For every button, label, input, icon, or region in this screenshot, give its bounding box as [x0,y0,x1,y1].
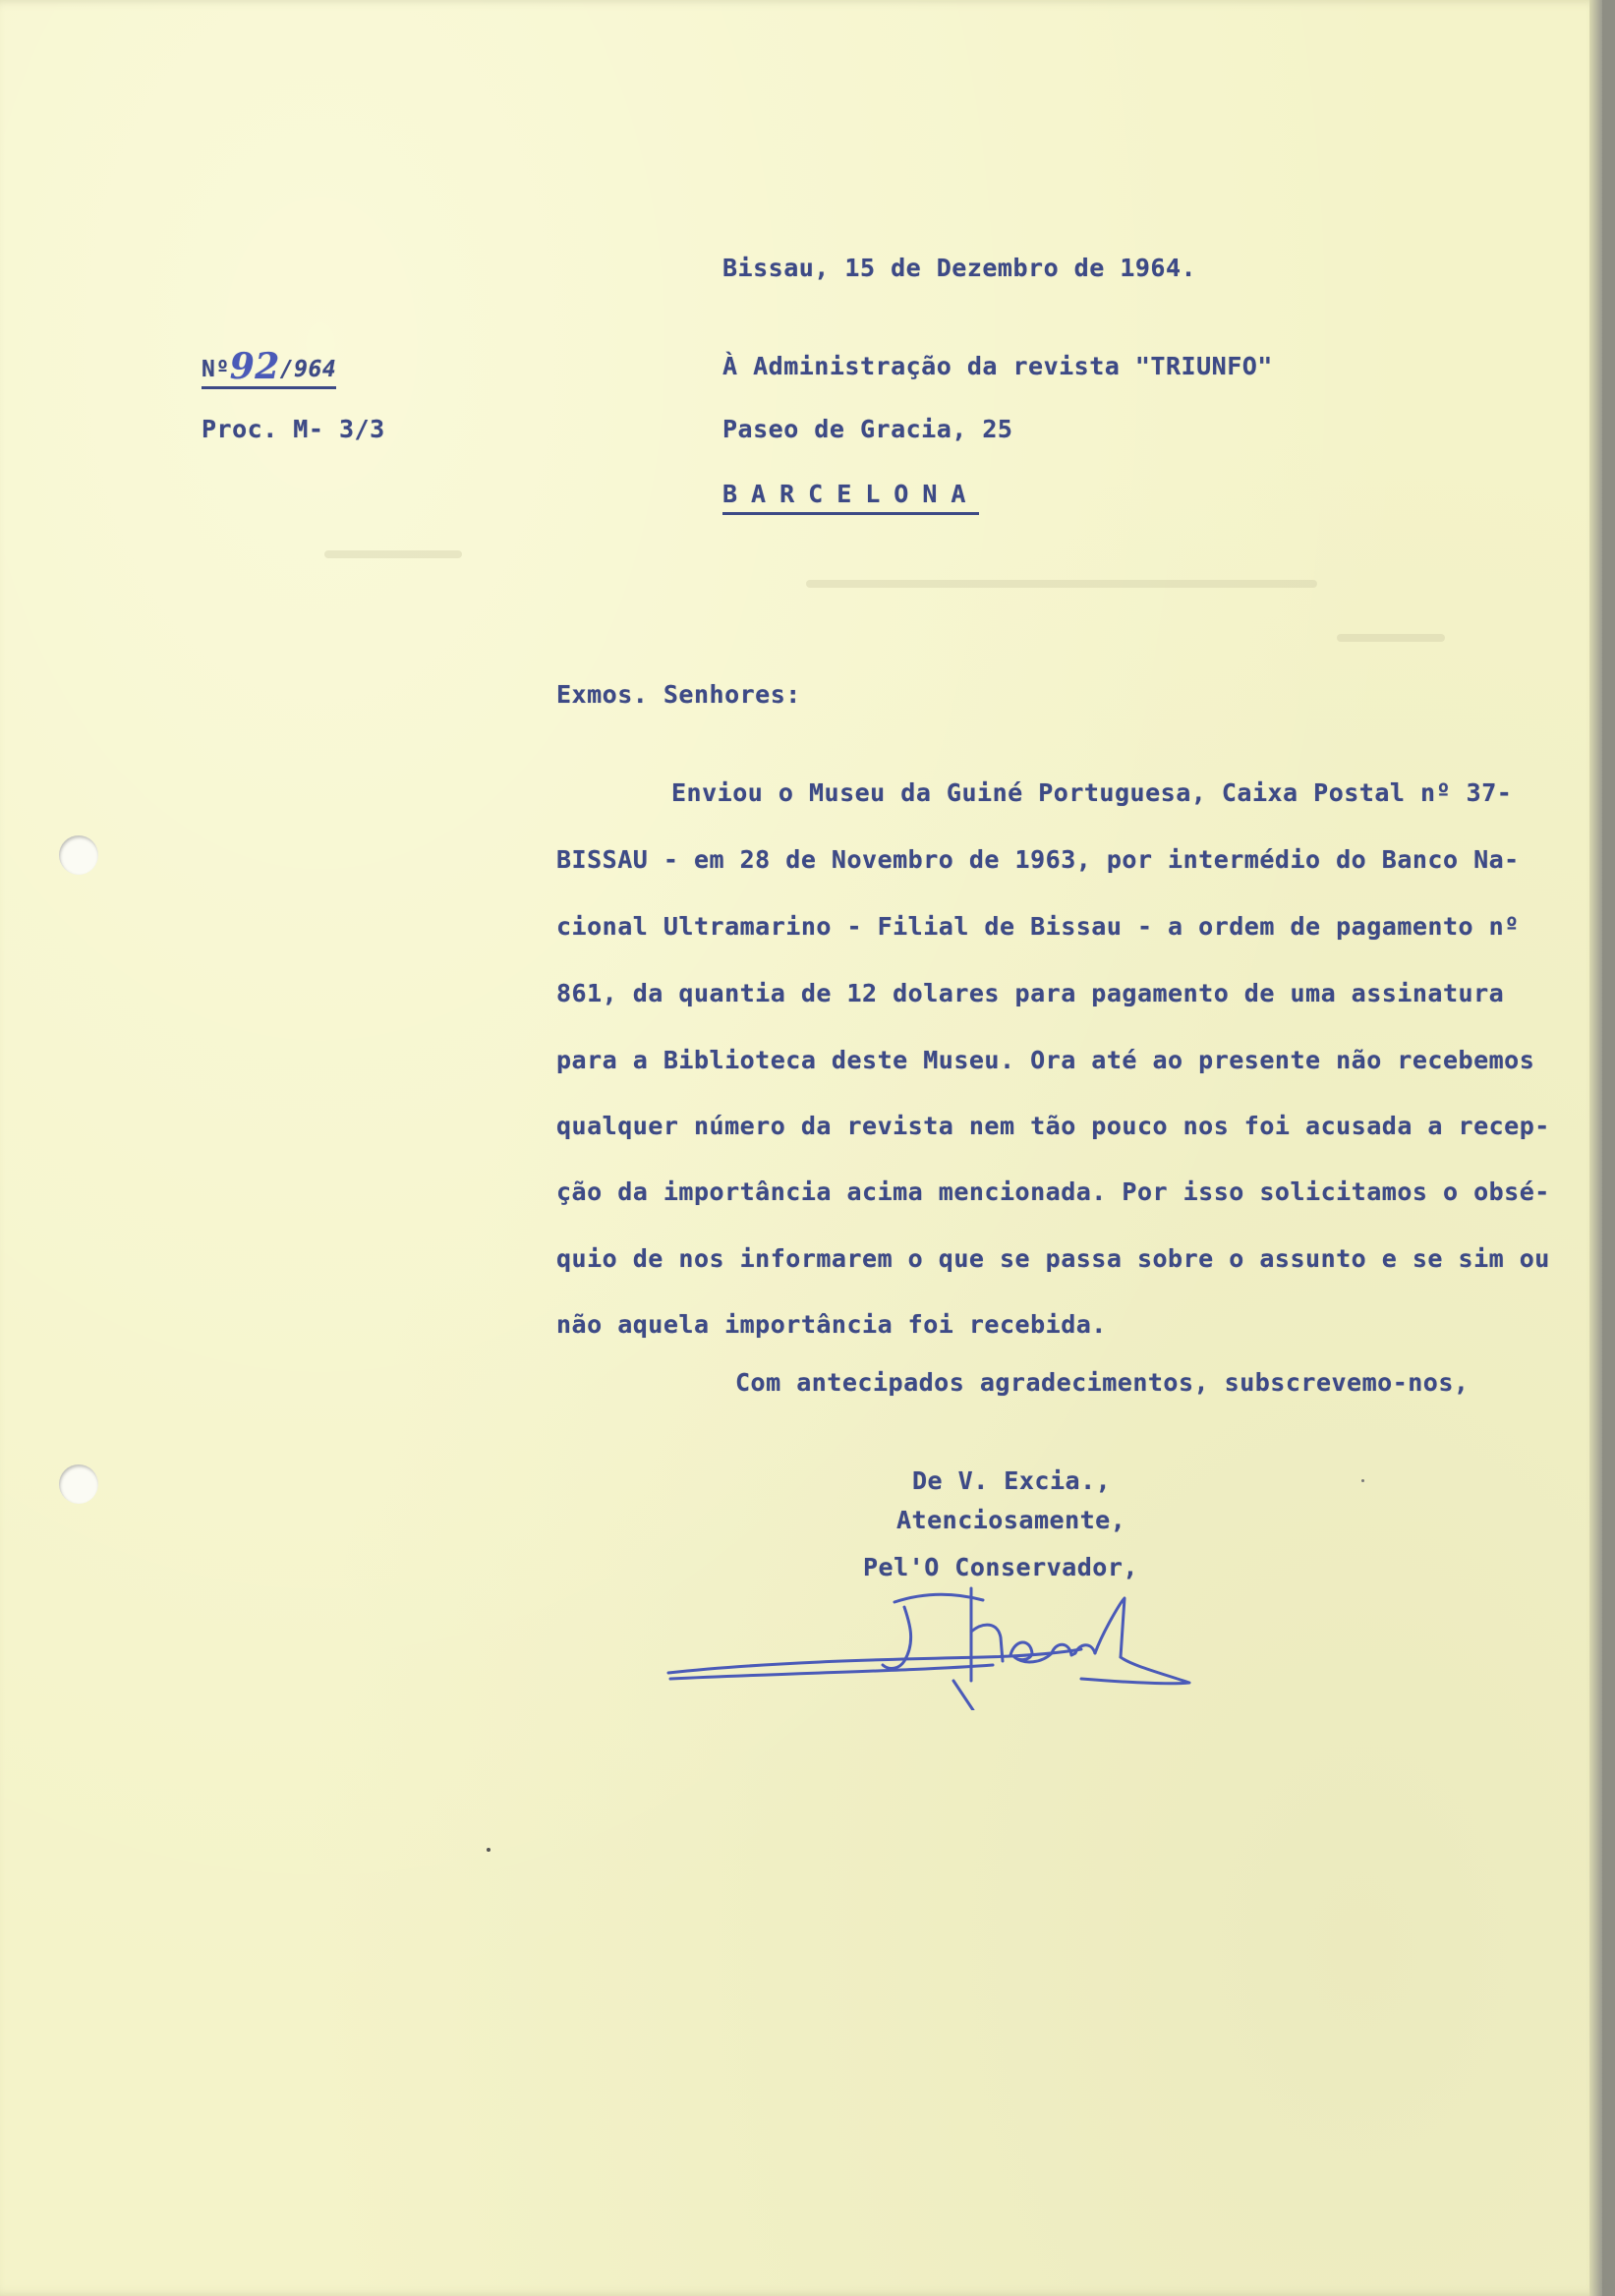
body-line: para a Biblioteca deste Museu. Ora até ao presente não recebemos [556,1046,1535,1074]
paper-speck [487,1848,490,1852]
closing-line: Com antecipados agradecimentos, subscrevemo-nos, [735,1368,1470,1397]
bleed-through-mark [324,550,462,558]
body-line: cional Ultramarino - Filial de Bissau - a ordem de pagamento nº [556,912,1520,941]
body-line: ção da importância acima mencionada. Por isso solicitamos o obsé- [556,1177,1550,1206]
punch-hole-top [59,835,98,875]
signoff-line3: Pel'O Conservador, [863,1553,1138,1581]
page-edge [1589,0,1602,2296]
salutation: Exmos. Senhores: [556,680,801,709]
punch-hole-bottom [59,1464,98,1504]
addressee-line2: Paseo de Gracia, 25 [722,415,1013,443]
signature-icon [659,1563,1239,1710]
signoff-line1: De V. Excia., [912,1466,1112,1495]
paper-speck [1361,1479,1364,1482]
reference-number-prefix: Nº [202,357,230,382]
body-line: quio de nos informarem o que se passa sobre o assunto e se sim ou [556,1244,1550,1273]
body-line: não aquela importância foi recebida. [556,1310,1107,1339]
body-line: 861, da quantia de 12 dolares para pagamento de uma assinatura [556,979,1505,1007]
bleed-through-mark [1337,634,1445,642]
signoff-line2: Atenciosamente, [896,1506,1126,1534]
addressee-city: BARCELONA [722,480,979,515]
bleed-through-mark [806,580,1317,588]
letter-date: Bissau, 15 de Dezembro de 1964. [722,254,1197,282]
reference-number-line [202,346,337,389]
handwritten-number: 92 [229,346,280,387]
body-line: qualquer número da revista nem tão pouco nos foi acusada a recep- [556,1112,1550,1140]
body-line: Enviou o Museu da Guiné Portuguesa, Caixa Postal nº 37- [671,778,1513,807]
reference-number [202,344,336,385]
reference-number-suffix: /964 [279,357,337,382]
body-line: BISSAU - em 28 de Novembro de 1963, por intermédio do Banco Na- [556,845,1520,874]
process-reference: Proc. M- 3/3 [202,415,385,443]
addressee-line1: À Administração da revista "TRIUNFO" [722,352,1273,380]
